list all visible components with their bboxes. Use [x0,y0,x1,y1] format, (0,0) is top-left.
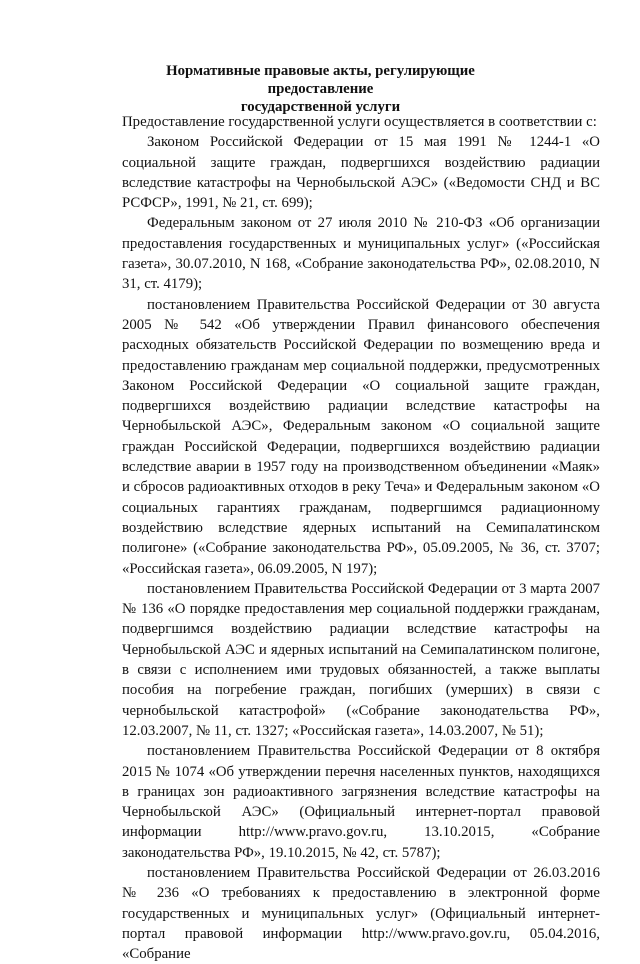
paragraph-resolution-542: постановлением Правительства Российской Федерации от 30 августа 2005 № 542 «Об утверждении Правил финансового обеспечения расходных обязательств Российской Федерации по возмещению вреда и предоставлению гражданам мер социальной поддержки, предусмотренных Законом Российской Федерации «О социальной защите граждан, подвергшихся воздействию радиации вследствие катастрофы на Чернобыльской АЭС», Федеральным законом «О социальной защите граждан Российской Федерации, подвергшихся воздействию радиации вследствие аварии в 1957 году на производственном объединении «Маяк» и сбросов радиоактивных отходов в реку Теча» и Федеральным законом «О социальных гарантиях гражданам, подвергшимся радиационному воздействию вследствие ядерных испытаний на Семипалатинском полигоне» («Собрание законодательства РФ», 05.09.2005, № 36, ст. 3707; «Российская газета», 06.09.2005, N 197); [122,296,600,577]
document-body [122,112,600,964]
intro-paragraph: Предоставление государственной услуги осуществляется в соответствии с: [122,114,597,130]
paragraph-resolution-236: постановлением Правительства Российской Федерации от 26.03.2016 № 236 «О требованиях к предоставлению в электронной форме государственных и муниципальных услуг» (Официальный интернет-портал правовой информации http://www.pravo.gov.ru, 05.04.2016, «Собрание [122,864,600,963]
paragraph-law-1244-1: Законом Российской Федерации от 15 мая 1991 № 1244-1 «О социальной защите граждан, подвергшихся воздействию радиации вследствие катастрофы на Чернобыльской АЭС» («Ведомости СНД и ВС РСФСР», 1991, № 21, ст. 699); [122,134,600,212]
title-line-1: Нормативные правовые акты, регулирующие предоставление [166,63,475,97]
paragraph-resolution-1074: постановлением Правительства Российской Федерации от 8 октября 2015 № 1074 «Об утверждении перечня населенных пунктов, находящихся в границах зон радиоактивного загрязнения вследствие катастрофы на Чернобыльской АЭС» (Официальный интернет-портал правовой информации http://www.pravo.gov.ru, 13.10.2015, «Собрание законодательства РФ», 19.10.2015, № 42, ст. 5787); [122,743,600,861]
document-title [112,62,529,116]
paragraph-law-210-fz: Федеральным законом от 27 июля 2010 № 210-ФЗ «Об организации предоставления государственных и муниципальных услуг» («Российская газета», 30.07.2010, N 168, «Собрание законодательства РФ», 02.08.2010, N 31, ст. 4179); [122,215,600,293]
title-line-2: государственной услуги [240,99,401,115]
paragraph-resolution-136: постановлением Правительства Российской Федерации от 3 марта 2007 № 136 «О порядке предоставления мер социальной поддержки гражданам, подвергшимся воздействию радиации вследствие катастрофы на Чернобыльской АЭС и ядерных испытаний на Семипалатинском полигоне, в связи с исполнением ими трудовых обязанностей, а также выплаты пособия на погребение граждан, погибших (умерших) в связи с чернобыльской катастрофой» («Собрание законодательства РФ», 12.03.2007, № 11, ст. 1327; «Российская газета», 14.03.2007, № 51); [122,580,600,739]
